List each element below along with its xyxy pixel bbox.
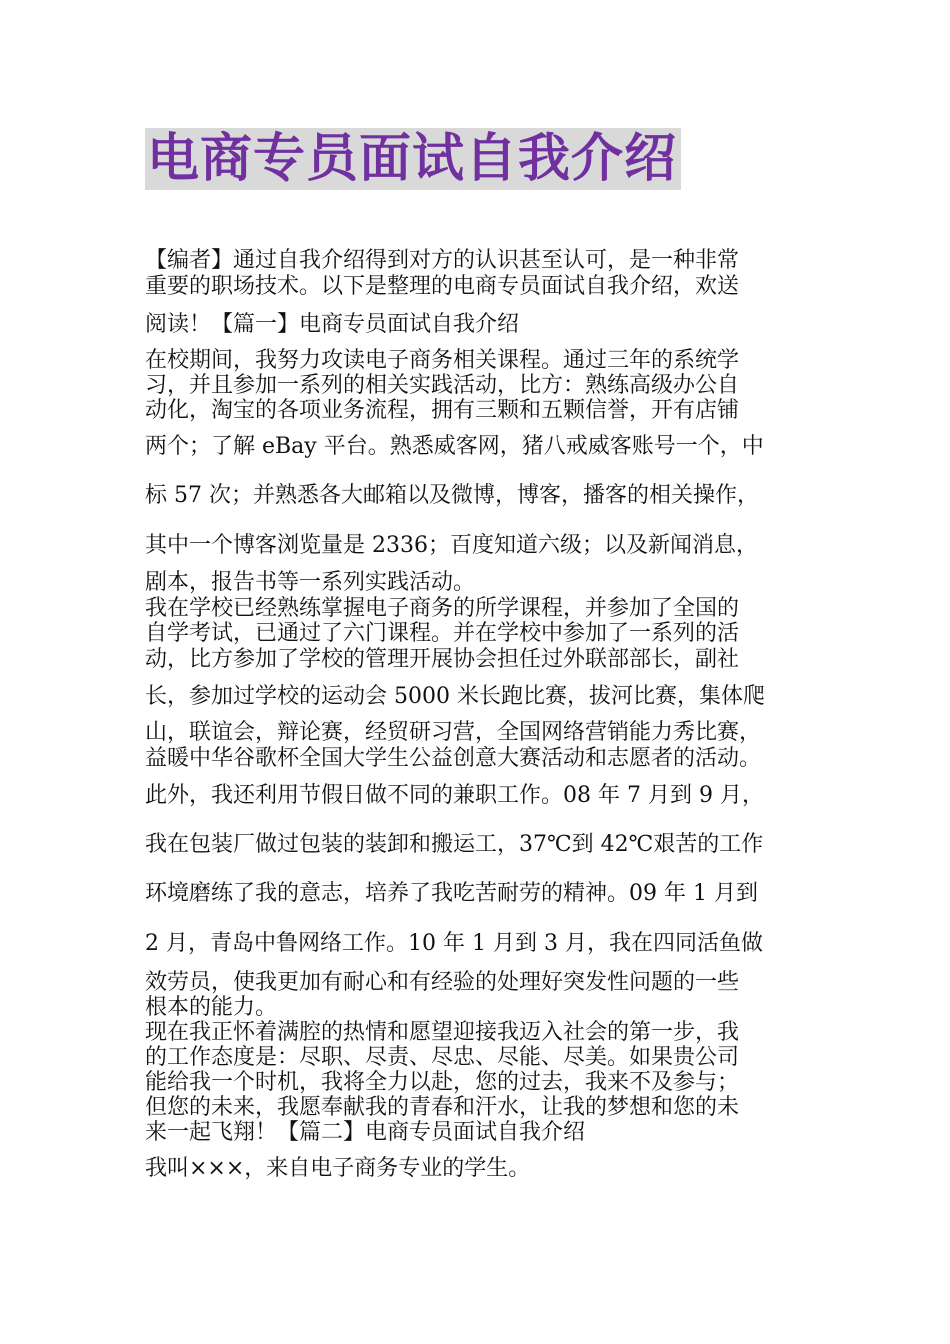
body-line-28: 我叫×××，来自电子商务专业的学生。 xyxy=(145,1156,531,1181)
body-line-21: 效劳员，使我更加有耐心和有经验的处理好突发性问题的一些 xyxy=(145,970,740,995)
body-line-9: 其中一个博客浏览量是 2336；百度知道六级；以及新闻消息， xyxy=(145,533,758,558)
body-line-18: 我在包装厂做过包装的装卸和搬运工，37℃到 42℃艰苦的工作 xyxy=(145,832,764,857)
body-line-27: 来一起飞翔！【篇二】电商专员面试自我介绍 xyxy=(145,1120,586,1145)
body-line-15: 山，联谊会，辩论赛，经贸研习营，全国网络营销能力秀比赛， xyxy=(145,720,762,745)
body-line-20: 2 月，青岛中鲁网络工作。10 年 1 月到 3 月，我在四同活鱼做 xyxy=(145,931,763,956)
body-line-6: 动化，淘宝的各项业务流程，拥有三颗和五颗信誉，开有店铺 xyxy=(145,398,740,423)
body-line-23: 现在我正怀着满腔的热情和愿望迎接我迈入社会的第一步，我 xyxy=(145,1020,740,1045)
body-line-17: 此外，我还利用节假日做不同的兼职工作。08 年 7 月到 9 月， xyxy=(145,783,764,808)
body-line-22: 根本的能力。 xyxy=(145,995,278,1020)
body-line-10: 剧本，报告书等一系列实践活动。 xyxy=(145,570,476,595)
body-line-2: 重要的职场技术。以下是整理的电商专员面试自我介绍，欢送 xyxy=(145,274,740,299)
body-line-14: 长，参加过学校的运动会 5000 米长跑比赛，拔河比赛，集体爬 xyxy=(145,684,765,709)
page-title: 电商专员面试自我介绍 xyxy=(147,129,678,189)
body-line-13: 动，比方参加了学校的管理开展协会担任过外联部部长，副社 xyxy=(145,647,740,672)
body-line-12: 自学考试，已通过了六门课程。并在学校中参加了一系列的活 xyxy=(145,621,740,646)
body-line-26: 但您的未来，我愿奉献我的青春和汗水，让我的梦想和您的未 xyxy=(145,1095,740,1120)
body-line-7: 两个；了解 eBay 平台。熟悉威客网，猪八戒威客账号一个，中 xyxy=(145,434,764,459)
title-highlight xyxy=(145,128,681,190)
body-line-24: 的工作态度是：尽职、尽责、尽忠、尽能、尽美。如果贵公司 xyxy=(145,1045,740,1070)
body-line-1: 【编者】通过自我介绍得到对方的认识甚至认可，是一种非常 xyxy=(145,248,740,273)
body-line-25: 能给我一个时机，我将全力以赴，您的过去，我来不及参与； xyxy=(145,1070,740,1095)
body-line-5: 习，并且参加一系列的相关实践活动，比方：熟练高级办公自 xyxy=(145,373,740,398)
body-line-11: 我在学校已经熟练掌握电子商务的所学课程，并参加了全国的 xyxy=(145,596,740,621)
body-line-8: 标 57 次；并熟悉各大邮箱以及微博，博客，播客的相关操作， xyxy=(145,483,759,508)
body-line-19: 环境磨练了我的意志，培养了我吃苦耐劳的精神。09 年 1 月到 xyxy=(145,881,758,906)
body-line-4: 在校期间，我努力攻读电子商务相关课程。通过三年的系统学 xyxy=(145,348,740,373)
body-line-16: 益暖中华谷歌杯全国大学生公益创意大赛活动和志愿者的活动。 xyxy=(145,746,762,771)
body-line-3: 阅读！【篇一】电商专员面试自我介绍 xyxy=(145,312,520,337)
